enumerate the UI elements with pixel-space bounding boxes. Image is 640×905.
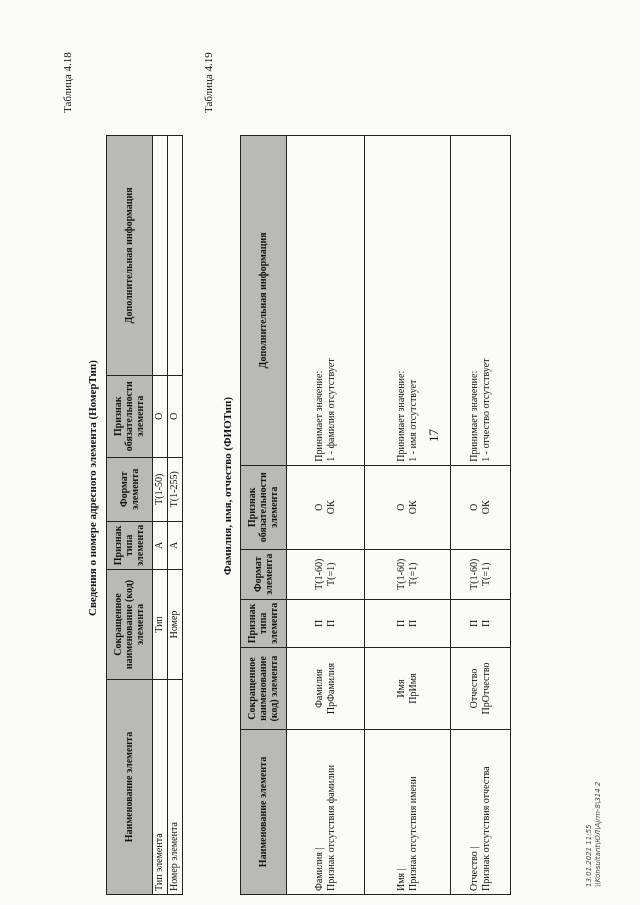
cell-format: T(1-50) <box>153 457 168 521</box>
cell-format: T(1-60) <box>468 558 480 590</box>
cell-name: Признак отсутствия имени <box>407 776 419 891</box>
header-short-name: Сокращенное наименование (код) элемента <box>241 648 287 730</box>
header-additional-info: Дополнительная информация <box>241 136 287 466</box>
table-row <box>168 136 183 895</box>
cell-type: П <box>325 619 337 627</box>
cell-code: ПрОтчество <box>480 662 492 715</box>
cell-code: ПрФамилия <box>325 662 337 715</box>
cell-type: А <box>168 521 183 569</box>
cell-name: Признак отсутствия отчества <box>480 766 492 891</box>
table-418-caption: Таблица 4.18 <box>62 52 74 113</box>
table-row <box>153 136 168 895</box>
cell-code: Отчество <box>468 668 480 709</box>
cell-type: П <box>480 619 492 627</box>
cell-obligation: О <box>153 375 168 457</box>
header-obligation: Признак обязательности элемента <box>241 465 287 549</box>
header-format: Формат элемента <box>241 549 287 599</box>
cell-name: Отчество | <box>468 846 480 891</box>
header-additional-info: Дополнительная информация <box>107 136 153 376</box>
stamp-line: \\Konsultant\ЮЛ\Ajrm-8\314 2 <box>594 781 602 887</box>
cell-code: Тип <box>153 570 168 680</box>
cell-format: T(1-60) <box>313 558 325 590</box>
cell-info: Принимает значение: <box>395 370 407 462</box>
cell-obligation: ОК <box>480 500 492 515</box>
cell-info <box>153 136 168 376</box>
header-element-name: Наименование элемента <box>107 680 153 895</box>
cell-format: T(1-60) <box>395 558 407 590</box>
table-row <box>287 136 365 895</box>
cell-type: П <box>395 619 407 627</box>
table-419 <box>240 135 511 895</box>
cell-name: Фамилия | <box>313 847 325 891</box>
cell-code: ПрИмя <box>407 673 419 704</box>
cell-type: П <box>313 619 325 627</box>
header-element-name: Наименование элемента <box>241 730 287 895</box>
page-number: 17 <box>426 429 441 442</box>
cell-info: 1 - отчество отсутствует <box>480 358 492 462</box>
cell-code: Номер <box>168 570 183 680</box>
cell-obligation: О <box>468 503 480 511</box>
cell-obligation: О <box>395 503 407 511</box>
cell-info: Принимает значение: <box>313 370 325 462</box>
cell-type: А <box>153 521 168 569</box>
header-element-type: Признак типа элемента <box>241 599 287 647</box>
cell-name: Признак отсутствия фамилии <box>325 764 337 891</box>
stamp-line: 13.01.2021 11:55 <box>585 824 593 887</box>
header-element-type: Признак типа элемента <box>107 521 153 569</box>
table-418-header-row <box>107 136 153 895</box>
cell-info: Принимает значение: <box>468 370 480 462</box>
table-419-title: Фамилия, имя, отчество (ФИОТип) <box>222 396 234 575</box>
cell-format: T(=1) <box>407 562 419 586</box>
cell-type: П <box>407 619 419 627</box>
cell-obligation: ОК <box>325 500 337 515</box>
cell-code: Фамилия <box>313 669 325 708</box>
cell-name: Тип элемента <box>153 680 168 895</box>
cell-info <box>168 136 183 376</box>
table-418-title: Сведения о номере адресного элемента (НомерТип) <box>87 360 99 616</box>
table-418 <box>106 135 183 895</box>
cell-info: 1 - имя отсутствует <box>407 379 419 462</box>
cell-name: Имя | <box>395 868 407 891</box>
cell-obligation: О <box>168 375 183 457</box>
print-stamp <box>585 782 603 887</box>
cell-format: T(=1) <box>325 562 337 586</box>
cell-info: 1 - фамилия отсутствует <box>325 358 337 462</box>
cell-obligation: ОК <box>407 500 419 515</box>
header-obligation: Признак обязательности элемента <box>107 375 153 457</box>
table-419-header-row <box>241 136 287 895</box>
cell-format: T(=1) <box>480 562 492 586</box>
table-row <box>451 136 511 895</box>
header-short-name: Сокращенное наименование (код) элемента <box>107 570 153 680</box>
header-format: Формат элемента <box>107 457 153 521</box>
table-419-caption: Таблица 4.19 <box>203 52 215 113</box>
table-row <box>365 136 451 895</box>
cell-type: П <box>468 619 480 627</box>
cell-code: Имя <box>395 679 407 698</box>
cell-obligation: О <box>313 503 325 511</box>
cell-name: Номер элемента <box>168 680 183 895</box>
cell-format: T(1-255) <box>168 457 183 521</box>
